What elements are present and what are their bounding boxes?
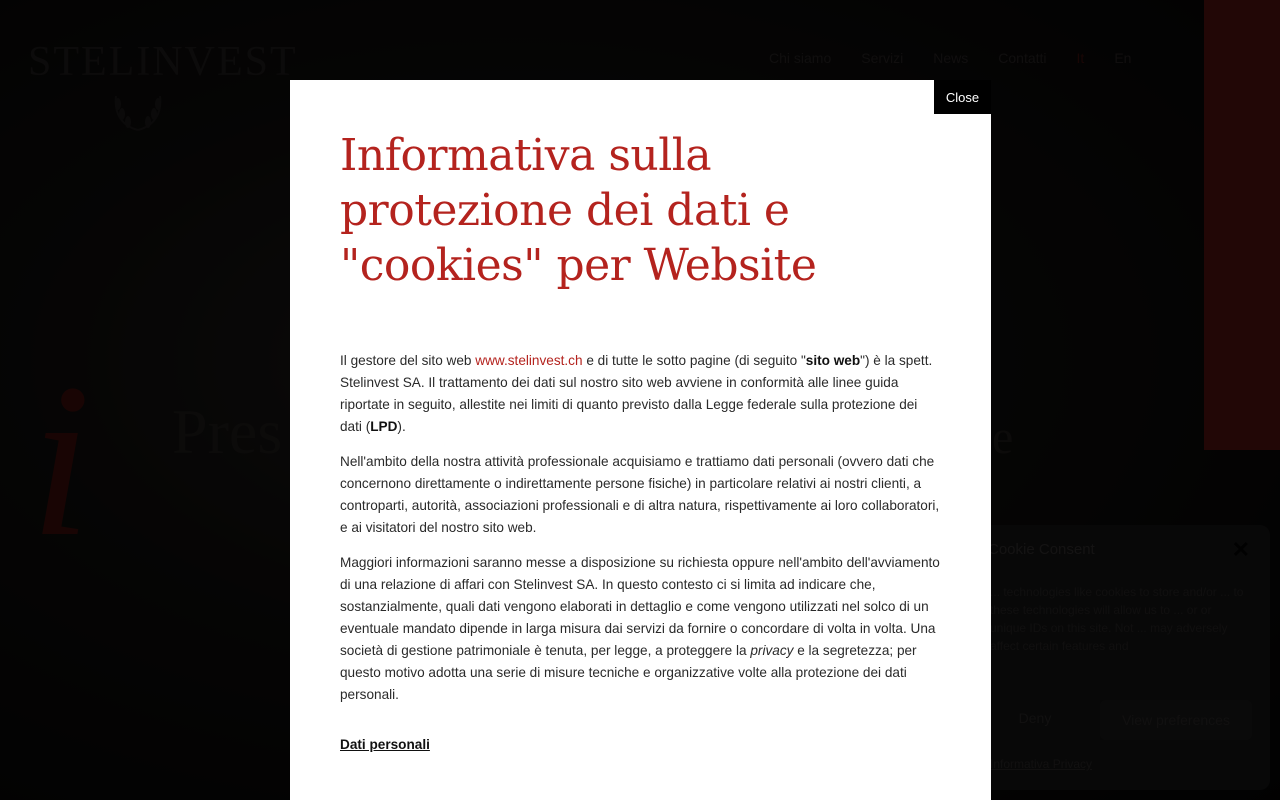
modal-close-button[interactable]: Close <box>934 80 991 114</box>
p3-text-b: e la segretezza; per questo motivo adotta una serie di misure tecniche e organizzative volte alla protezione dei dati personali. <box>340 643 917 702</box>
modal-body <box>340 350 940 756</box>
section-heading-dati-personali: Dati personali <box>340 737 430 752</box>
p1-text-c: ") è la spett. Stelinvest SA. Il trattamento dei dati sul nostro sito web avviene in conformità alle linee guida riportate in seguito, allestite nei limiti di quanto previsto dalla Legge federale sulla protezione dei dati ( <box>340 353 933 434</box>
modal-title: Informativa sulla protezione dei dati e "cookies" per Website <box>340 130 817 291</box>
p1-text-d: ). <box>397 419 406 434</box>
p3-text-a: Maggiori informazioni saranno messe a disposizione su richiesta oppure nell'ambito dell'avviamento di una relazione di affari con Stelinvest SA. In questo contesto ci si limita ad indicare che, sostanzialmente, quali dati vengono elaborati in dettaglio e come vengono utilizzati nel solco di un eventuale mandato dipende in larga misura dai servizi da fornire o concordare di volta in volta. Una società di gestione patrimoniale è tenuta, per legge, a proteggere la <box>340 555 940 658</box>
modal-paragraph-3 <box>340 552 940 706</box>
p1-bold-lpd: LPD <box>370 419 398 434</box>
p1-text-b: e di tutte le sotto pagine (di seguito " <box>582 353 806 368</box>
website-link[interactable]: www.stelinvest.ch <box>475 353 583 368</box>
p1-text-a: Il gestore del sito web <box>340 353 476 368</box>
modal-paragraph-2: Nell'ambito della nostra attività professionale acquisiamo e trattiamo dati personali (ovvero dati che concernono direttamente o indirettamente persone fisiche) in particolare relativi ai nostri clienti, a controparti, autorità, associazioni professionali e di altra natura, rispettivamente ai loro collaboratori, e ai visitatori del nostro sito web. <box>340 454 940 535</box>
p1-bold-site: sito web <box>805 353 861 368</box>
modal-paragraph-1 <box>340 350 940 438</box>
p3-italic-privacy: privacy <box>750 643 794 658</box>
privacy-modal <box>290 80 991 800</box>
